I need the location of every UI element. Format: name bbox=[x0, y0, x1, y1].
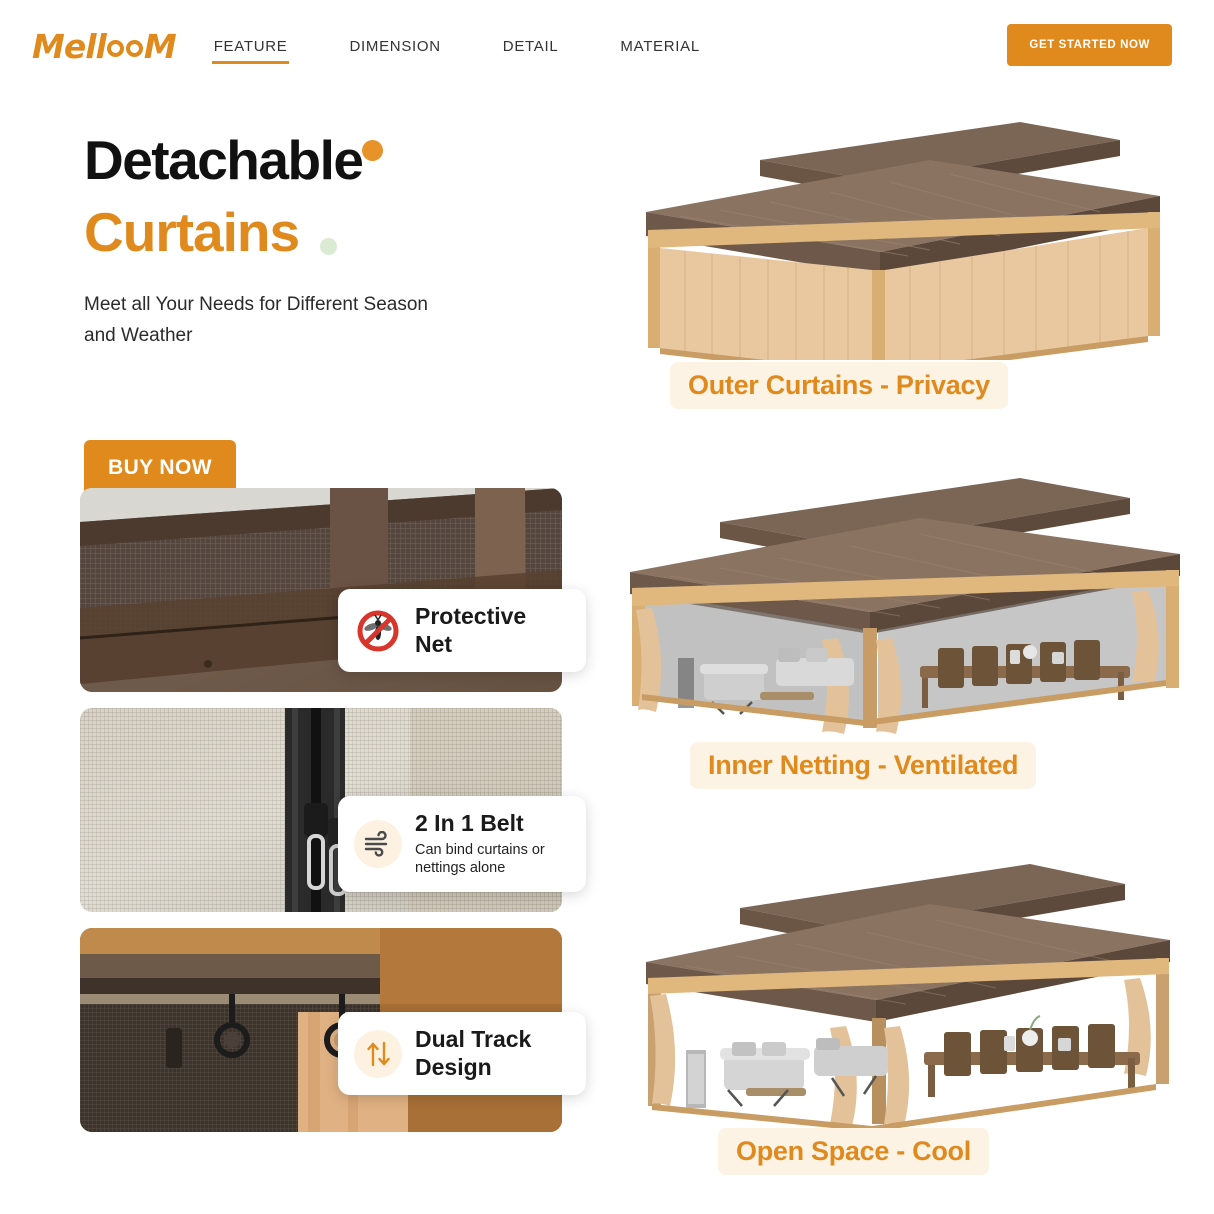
hero-title-line1-text: Detachable bbox=[84, 129, 363, 191]
hero-title-line2 bbox=[84, 198, 299, 267]
hero-title-line1 bbox=[84, 129, 363, 191]
left-column bbox=[0, 92, 600, 1214]
site-header bbox=[0, 0, 1214, 92]
brand-logo-text-pre: Mell bbox=[32, 26, 106, 66]
feature-card-protective-net[interactable] bbox=[80, 488, 562, 692]
feature-label-2in1-belt bbox=[338, 796, 586, 892]
showcase-open-space bbox=[600, 842, 1214, 1182]
gazebo-illustration-netting bbox=[600, 462, 1214, 752]
gazebo-illustration-open bbox=[600, 842, 1214, 1142]
no-mosquito-icon bbox=[354, 607, 402, 655]
feature-title-2in1-belt: 2 In 1 Belt bbox=[415, 810, 524, 836]
nav-item-feature[interactable]: FEATURE bbox=[214, 32, 288, 61]
orange-dot-accent-icon bbox=[362, 140, 383, 161]
logo-ring-icon bbox=[107, 40, 124, 57]
feature-label-protective-net bbox=[338, 589, 586, 672]
green-dot-accent-icon bbox=[320, 238, 337, 255]
main-nav bbox=[214, 32, 762, 61]
feature-card-dual-track[interactable] bbox=[80, 928, 562, 1132]
showcase-caption-inner-netting: Inner Netting - Ventilated bbox=[690, 742, 1036, 789]
feature-title-protective-net: Protective Net bbox=[415, 603, 527, 657]
gazebo-illustration-closed bbox=[600, 100, 1214, 360]
wind-icon bbox=[354, 820, 402, 868]
buy-now-button[interactable]: BUY NOW bbox=[84, 440, 236, 496]
feature-title-dual-track: Dual Track Design bbox=[415, 1026, 532, 1080]
hero-headline bbox=[84, 129, 554, 351]
feature-label-dual-track bbox=[338, 1012, 586, 1095]
nav-item-dimension[interactable]: DIMENSION bbox=[349, 37, 441, 55]
feature-card-2in1-belt[interactable] bbox=[80, 708, 562, 912]
right-column bbox=[600, 92, 1214, 1214]
nav-item-material[interactable]: MATERIAL bbox=[620, 37, 700, 55]
showcase-caption-outer-curtains: Outer Curtains - Privacy bbox=[670, 362, 1008, 409]
get-started-button[interactable]: GET STARTED NOW bbox=[1007, 24, 1172, 66]
dual-arrow-icon bbox=[354, 1030, 402, 1078]
hero-subtitle: Meet all Your Needs for Different Season and Weather bbox=[84, 293, 428, 346]
brand-logo-text-post: M bbox=[143, 26, 176, 66]
showcase-inner-netting bbox=[600, 462, 1214, 792]
hero-title-line2-text: Curtains bbox=[84, 200, 300, 263]
logo-ring-icon-2 bbox=[126, 40, 143, 57]
page-content bbox=[0, 92, 1214, 1214]
showcase-caption-open-space: Open Space - Cool bbox=[718, 1128, 989, 1175]
brand-logo[interactable] bbox=[32, 27, 176, 66]
showcase-outer-curtains bbox=[600, 100, 1214, 400]
nav-item-detail[interactable]: DETAIL bbox=[502, 37, 559, 55]
feature-subtitle-2in1-belt: Can bind curtains or nettings alone bbox=[415, 841, 545, 877]
